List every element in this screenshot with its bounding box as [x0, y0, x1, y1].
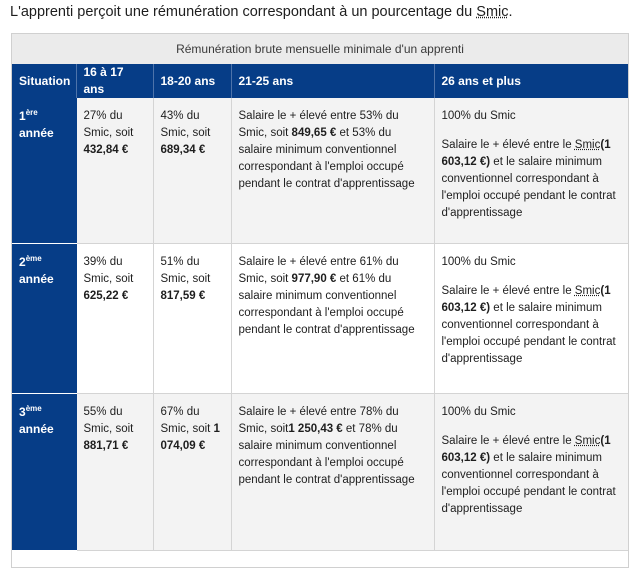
cell-line-2: Salaire le + élevé entre le Smic(1 603,12 €) et le salaire minimum conventionnel correspondant à l'emploi occupé pendant le contrat d'apprentissage [441, 284, 616, 365]
amount: (1 603,12 €) [441, 284, 611, 314]
header-26-plus: 26 ans et plus [434, 64, 628, 98]
cell-21-25: Salaire le + élevé entre 78% du Smic, soit1 250,43 € et 78% du salaire minimum conventionnel correspondant à l'emploi occupé pendant le contrat d'apprentissage [231, 393, 434, 550]
table-caption: Rémunération brute mensuelle minimale d'un apprenti [12, 34, 628, 64]
row-ordinal-suffix: ème [25, 253, 42, 263]
row-ordinal: 2 [19, 254, 26, 269]
row-ordinal: 1 [19, 109, 26, 123]
smic-link[interactable]: Smic [574, 434, 601, 447]
cell-line-1: 100% du Smic [441, 110, 516, 122]
amount: 977,90 € [291, 272, 337, 285]
cell-21-25: Salaire le + élevé entre 61% du Smic, soit 977,90 € et 61% du salaire minimum conventionnel correspondant à l'emploi occupé pendant le contrat d'apprentissage [231, 243, 434, 393]
header-18-20: 18-20 ans [153, 64, 231, 98]
row-year-label: année [19, 271, 54, 286]
row-year-label: année [19, 126, 54, 140]
row-label [12, 98, 76, 243]
amount: 817,59 € [160, 289, 206, 302]
table-row [12, 393, 628, 550]
amount: (1 603,12 €) [441, 139, 611, 168]
amount: 849,65 € [291, 127, 337, 139]
cell-16-17: 39% du Smic, soit 625,22 € [76, 243, 153, 393]
smic-link[interactable]: Smic [574, 139, 601, 151]
header-row [12, 64, 628, 98]
amount: 625,22 € [83, 289, 129, 302]
cell-21-25: Salaire le + élevé entre 53% du Smic, soit 849,65 € et 53% du salaire minimum conventionnel correspondant à l'emploi occupé pendant le contrat d'apprentissage [231, 98, 434, 243]
amount: 881,71 € [83, 439, 129, 452]
cell-line-2: Salaire le + élevé entre le Smic(1 603,12 €) et le salaire minimum conventionnel correspondant à l'emploi occupé pendant le contrat d'apprentissage [441, 434, 616, 515]
row-ordinal-suffix: ème [25, 403, 42, 413]
cell-line-2: Salaire le + élevé entre le Smic(1 603,12 €) et le salaire minimum conventionnel correspondant à l'emploi occupé pendant le contrat d'apprentissage [441, 139, 616, 219]
amount: (1 603,12 €) [441, 434, 611, 464]
salary-table [12, 34, 628, 551]
cell-18-20: 67% du Smic, soit 1 074,09 € [153, 393, 231, 550]
amount: 689,34 € [160, 144, 206, 156]
smic-link[interactable]: Smic [476, 4, 509, 20]
cell-18-20: 43% du Smic, soit 689,34 € [153, 98, 231, 243]
intro-text [10, 2, 513, 22]
intro-after: . [508, 4, 513, 20]
header-16-17: 16 à 17 ans [76, 64, 153, 98]
row-ordinal: 3 [19, 404, 26, 419]
row-ordinal-suffix: ère [25, 108, 38, 117]
row-label [12, 243, 76, 393]
salary-table-container [11, 33, 629, 568]
cell-16-17: 27% du Smic, soit 432,84 € [76, 98, 153, 243]
row-year-label: année [19, 421, 54, 436]
cell-26-plus [434, 393, 628, 550]
cell-26-plus [434, 243, 628, 393]
table-row [12, 98, 628, 243]
amount: 1 250,43 € [288, 422, 343, 435]
smic-link[interactable]: Smic [574, 284, 601, 297]
cell-16-17: 55% du Smic, soit 881,71 € [76, 393, 153, 550]
cell-26-plus [434, 98, 628, 243]
cell-18-20: 51% du Smic, soit 817,59 € [153, 243, 231, 393]
table-row [12, 243, 628, 393]
header-situation: Situation [12, 64, 76, 98]
header-21-25: 21-25 ans [231, 64, 434, 98]
amount: 1 074,09 € [160, 422, 220, 452]
cell-line-1: 100% du Smic [441, 405, 516, 418]
amount: 432,84 € [83, 144, 129, 156]
intro-before: L'apprenti perçoit une rémunération correspondant à un pourcentage du [10, 4, 477, 20]
cell-line-1: 100% du Smic [441, 255, 516, 268]
row-label [12, 393, 76, 550]
